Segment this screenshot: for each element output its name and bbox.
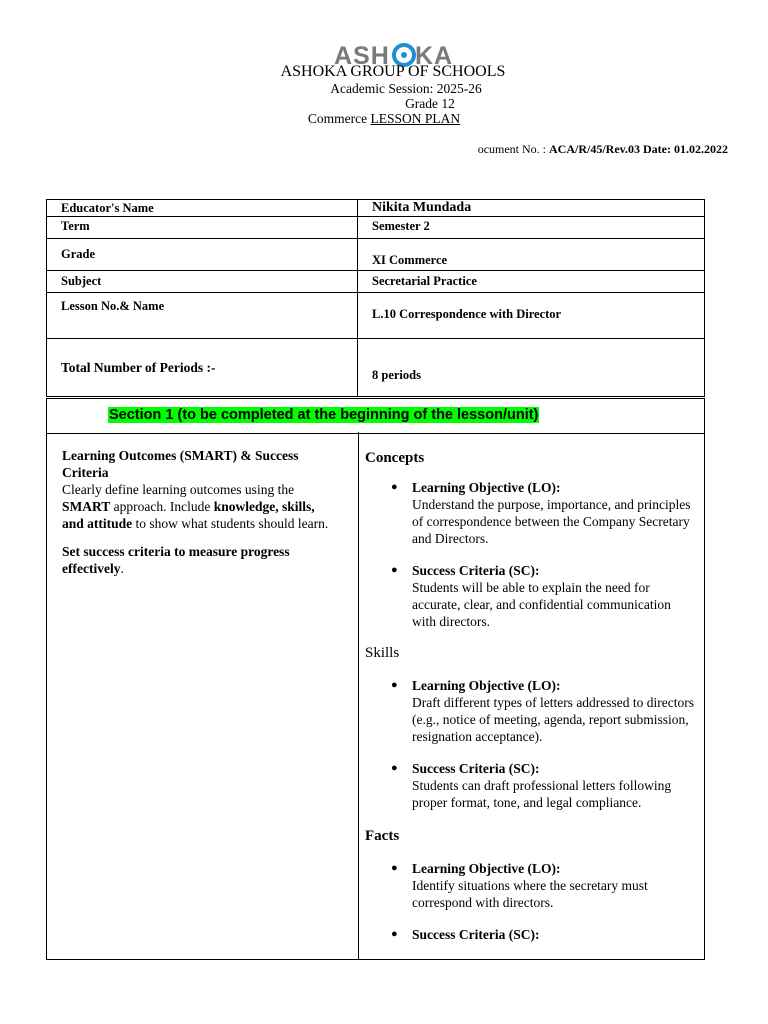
grade-heading: Grade 12	[405, 96, 455, 111]
lesson-label: Lesson No.& Name	[47, 293, 358, 339]
table-row	[47, 217, 705, 239]
concepts-heading: Concepts	[365, 450, 425, 466]
lesson-plan-title	[0, 111, 768, 127]
list-item	[365, 677, 695, 745]
smart-text-b: approach. Include	[110, 499, 214, 514]
smart-text-bold: SMART	[62, 499, 111, 514]
list-item	[365, 926, 695, 943]
term-value: Semester 2	[358, 217, 705, 239]
svg-text:ASH: ASH	[334, 42, 390, 68]
skills-lo-text: Draft different types of letters addressed to directors (e.g., notice of meeting, agenda, report submission, resignation acceptance).	[412, 695, 695, 744]
school-name: ASHOKA GROUP OF SCHOOLS	[280, 63, 506, 80]
grade-value: XI Commerce	[358, 239, 705, 271]
concepts-sc-text: Students will be able to explain the need for accurate, clear, and confidential communication with directors.	[412, 580, 671, 629]
subject-label: Subject	[47, 271, 358, 293]
column-divider	[358, 432, 359, 959]
learning-outcomes-left	[62, 447, 332, 588]
sc-label: Success Criteria (SC):	[412, 761, 540, 776]
facts-lo-text: Identify situations where the secretary must correspond with directors.	[412, 878, 648, 910]
academic-session: Academic Session: 2025-26	[330, 81, 482, 96]
success-criteria-bold: Set success criteria to measure progress effectively	[62, 544, 290, 576]
table-row	[47, 200, 705, 217]
lesson-value: L.10 Correspondence with Director	[358, 293, 705, 339]
success-criteria-instruction	[62, 543, 332, 577]
lesson-info-table	[46, 199, 705, 397]
smart-text-c: to show what students should learn.	[132, 516, 329, 531]
bullet-icon: ●	[391, 862, 398, 874]
list-item	[365, 562, 695, 630]
bullet-icon: ●	[391, 679, 398, 691]
document-number-label: ocument No. :	[477, 142, 550, 156]
periods-label: Total Number of Periods :-	[47, 339, 358, 397]
sc-label: Success Criteria (SC):	[412, 563, 540, 578]
list-item	[365, 760, 695, 811]
grade-label: Grade	[47, 239, 358, 271]
bullet-icon: ●	[391, 481, 398, 493]
lesson-plan-label: LESSON PLAN	[370, 111, 461, 126]
skills-sc-text: Students can draft professional letters following proper format, tone, and legal compliance.	[412, 778, 672, 810]
bullet-icon: ●	[391, 928, 398, 940]
lo-label: Learning Objective (LO):	[412, 678, 561, 693]
list-item	[365, 860, 695, 911]
smart-text-ksa: knowledge, skills, and attitude	[62, 499, 315, 531]
educator-name-label: Educator's Name	[47, 200, 358, 217]
term-label: Term	[47, 217, 358, 239]
smart-text-a: Clearly define learning outcomes using the	[62, 482, 295, 497]
document-number-value: ACA/R/45/Rev.03 Date: 01.02.2022	[549, 142, 728, 156]
list-item	[365, 479, 695, 547]
success-criteria-end: .	[120, 561, 124, 576]
section-1-banner	[46, 398, 705, 434]
learning-outcomes-heading: Learning Outcomes (SMART) & Success Criteria	[62, 448, 299, 480]
commerce-label: Commerce	[307, 111, 371, 126]
concepts-lo-text: Understand the purpose, importance, and principles of correspondence between the Company Secretary and Directors.	[412, 497, 691, 546]
table-row	[47, 293, 705, 339]
lo-label: Learning Objective (LO):	[412, 861, 561, 876]
table-row	[47, 339, 705, 397]
svg-text:KA: KA	[415, 42, 454, 68]
facts-heading: Facts	[365, 828, 400, 844]
table-row	[47, 239, 705, 271]
skills-heading: Skills	[365, 645, 400, 661]
bullet-icon: ●	[391, 564, 398, 576]
educator-name-value: Nikita Mundada	[358, 200, 705, 217]
subject-value: Secretarial Practice	[358, 271, 705, 293]
section-1-title: Section 1 (to be completed at the beginning of the lesson/unit)	[109, 407, 539, 423]
sc-label: Success Criteria (SC):	[412, 927, 540, 942]
smart-instruction	[62, 481, 332, 532]
document-number	[478, 142, 728, 157]
periods-value: 8 periods	[358, 339, 705, 397]
table-row	[47, 271, 705, 293]
learning-outcomes-box	[46, 432, 705, 960]
objectives-right	[365, 450, 695, 943]
lo-label: Learning Objective (LO):	[412, 480, 561, 495]
bullet-icon: ●	[391, 762, 398, 774]
